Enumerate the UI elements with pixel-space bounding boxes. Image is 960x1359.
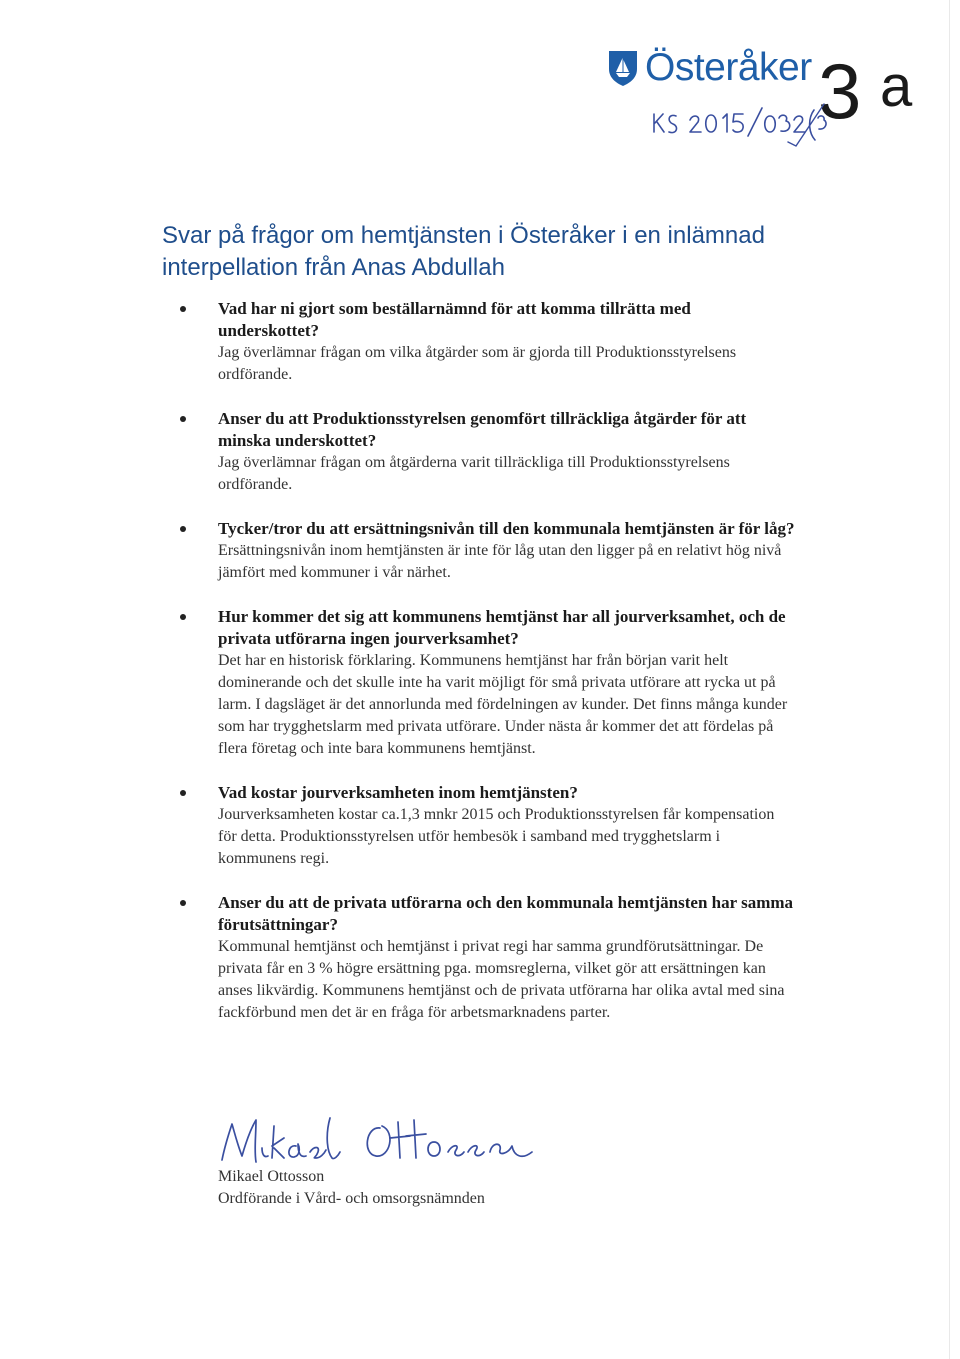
question-text: Anser du att Produktionsstyrelsen genomfört tillräckliga åtgärder för att minska underskottet? [218,409,747,450]
list-item [176,408,796,496]
bullet-icon [180,526,186,532]
signatory-role: Ordförande i Vård- och omsorgsnämnden [218,1190,485,1207]
osteraker-logo [607,48,812,87]
bullet-icon [180,790,186,796]
bullet-icon [180,416,186,422]
list-item [176,892,796,1024]
question-text: Vad har ni gjort som beställarnämnd för att komma tillrätta med underskottet? [218,299,691,340]
document-title: Svar på frågor om hemtjänsten i Österåker i en inlämnad interpellation från Anas Abdullah [162,222,765,281]
question-list [176,298,796,1024]
signature-block [218,1166,485,1210]
answer-text: Ersättningsnivån inom hemtjänsten är inte för låg utan den ligger på en relativt hög nivå jämfört med kommuner i vår närhet. [218,542,782,581]
scan-edge-line [949,0,950,1359]
list-item [176,518,796,584]
question-text: Anser du att de privata utförarna och den kommunala hemtjänsten har samma förutsättningar? [218,893,794,934]
handwritten-reference [648,100,828,148]
bullet-icon [180,900,186,906]
handwritten-signature [212,1112,542,1174]
bullet-icon [180,306,186,312]
list-item [176,298,796,386]
stamp-number: 3 [818,47,862,135]
answer-text: Det har en historisk förklaring. Kommunens hemtjänst har från början varit helt dominerande och det skulle inte ha varit möjligt för små privata utförare att rycka ut på larm. I dagsläget är det annorlunda med fördelningen av kunder. Det finns många kunder som har trygghetslarm med privata utförare. Under nästa år kommer det att fördelas på flera företag och inte bara kommunens hemtjänst. [218,652,788,757]
question-text: Vad kostar jourverksamheten inom hemtjänsten? [218,783,578,802]
list-item [176,606,796,760]
bullet-icon [180,614,186,620]
answer-text: Jourverksamheten kostar ca.1,3 mnkr 2015 och Produktionsstyrelsen får kompensation för detta. Produktionsstyrelsen utför hembesök i samband med trygghetslarm i kommunens regi. [218,806,775,867]
stamp-letter: a [880,54,913,119]
question-text: Tycker/tror du att ersättningsnivån till den kommunala hemtjänsten är för låg? [218,519,795,538]
question-text: Hur kommer det sig att kommunens hemtjänst har all jourverksamhet, och de privata utförarna ingen jourverksamhet? [218,607,786,648]
logo-wordmark: Österåker [645,46,812,89]
signatory-name: Mikael Ottosson [218,1168,325,1185]
municipal-crest-icon [607,49,639,87]
answer-text: Jag överlämnar frågan om vilka åtgärder som är gjorda till Produktionsstyrelsens ordförande. [218,344,737,383]
answer-text: Kommunal hemtjänst och hemtjänst i privat regi har samma grundförutsättningar. De privata får en 3 % högre ersättning pga. momsreglerna, vilket gör att ersättningen kan anses likvärdig. Kommunens hemtjänst och de privata utförarna har olika avtal med sina fackförbund men det är en fråga för arbetsmarknadens parter. [218,938,785,1021]
list-item [176,782,796,870]
answer-text: Jag överlämnar frågan om åtgärderna varit tillräckliga till Produktionsstyrelsens ordförande. [218,454,730,493]
